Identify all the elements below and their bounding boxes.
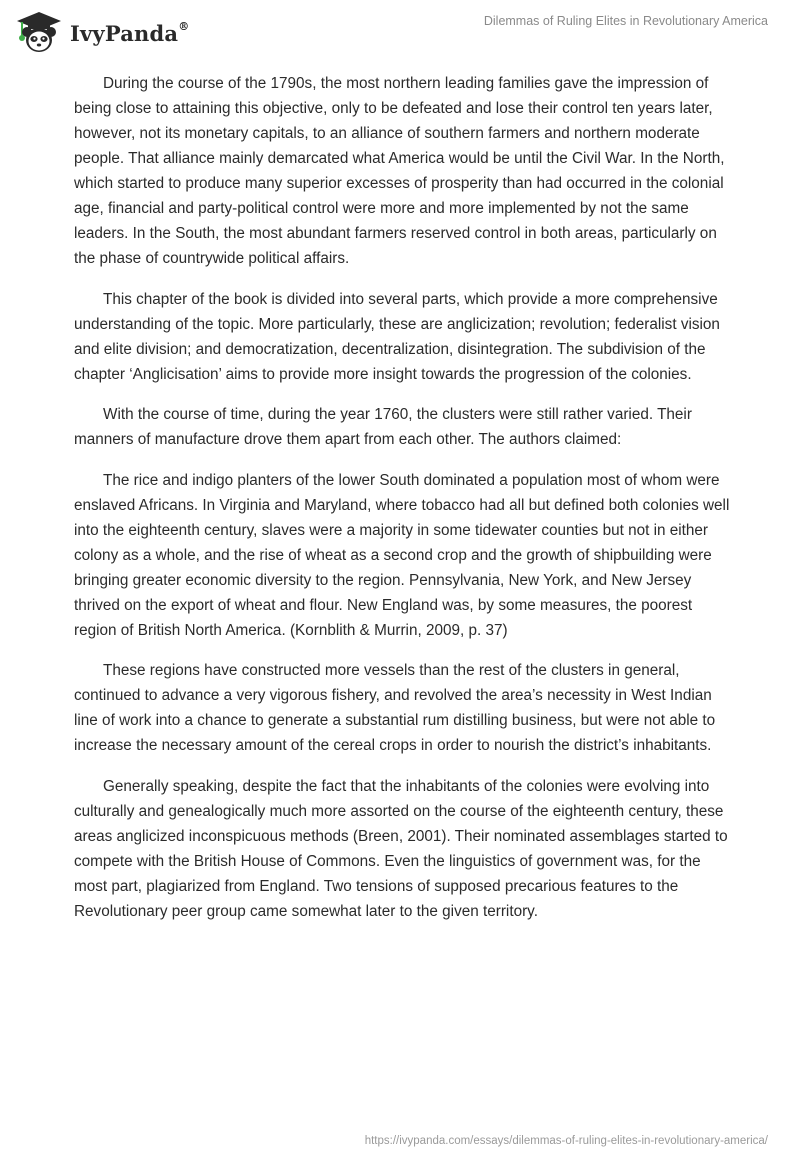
document-title: Dilemmas of Ruling Elites in Revolutionary America: [483, 14, 768, 28]
registered-mark: ®: [178, 19, 190, 33]
source-url[interactable]: https://ivypanda.com/essays/dilemmas-of-ruling-elites-in-revolutionary-america/: [364, 1135, 768, 1147]
paragraph-2: This chapter of the book is divided into several parts, which provide a more comprehensive understanding of the topic. More particularly, these are anglicization; revolution; federalist vision and elite division; and democratization, decentralization, disintegration. The subdivision of the chapter ‘Anglicisation’ aims to provide more insight towards the progression of the colonies.: [74, 290, 720, 383]
page-header: [0, 0, 800, 60]
paragraph-3: With the course of time, during the year 1760, the clusters were still rather varied. Their manners of manufacture drove them apart from each other. The authors claimed:: [74, 406, 692, 448]
ivypanda-logo[interactable]: [14, 9, 189, 55]
paragraph-6: Generally speaking, despite the fact that the inhabitants of the colonies were evolving into culturally and genealogically much more assorted on the course of the eighteenth century, these areas anglicized inconspicuous methods (Breen, 2001). Their nominated assemblages started to compete with the British House of Commons. Even the linguistics of government was, for the most part, plagiarized from England. Two tensions of supposed precarious features to the Revolutionary peer group came somewhat later to the given territory.: [74, 777, 728, 920]
paragraph-5: These regions have constructed more vessels than the rest of the clusters in general, continued to advance a very vigorous fishery, and revolved the area’s necessity in West Indian line of work into a chance to generate a substantial rum distilling business, but were not able to increase the necessary amount of the cereal crops in order to nourish the district’s inhabitants.: [74, 662, 716, 754]
paragraph-1: During the course of the 1790s, the most northern leading families gave the impression of being close to attaining this objective, only to be defeated and lose their control ten years later, however, not its monetary capitals, to an alliance of southern farmers and northern moderate people. That alliance mainly demarcated what America would be until the Civil War. In the North, which started to produce many superior excesses of prosperity than had occurred in the colonial age, financial and party-political control were more and more implemented by not the same leaders. In the South, the most abundant farmers reserved control in both areas, particularly on the phase of countrywide political affairs.: [74, 75, 725, 267]
brand-name: IvyPanda®: [70, 19, 190, 46]
block-quote: The rice and indigo planters of the lower South dominated a population most of whom were enslaved Africans. In Virginia and Maryland, where tobacco had all but defined both colonies well into the eighteenth century, slaves were a majority in some tidewater counties but not in either colony as a whole, and the rise of wheat as a second crop and the growth of shipbuilding were bringing greater economic diversity to the region. Pennsylvania, New York, and New Jersey thrived on the export of wheat and flour. New England was, by some measures, the poorest region of British North America. (Kornblith & Murrin, 2009, p. 37): [74, 471, 730, 639]
essay-body: [74, 71, 734, 939]
panda-graduate-icon: [14, 10, 64, 54]
